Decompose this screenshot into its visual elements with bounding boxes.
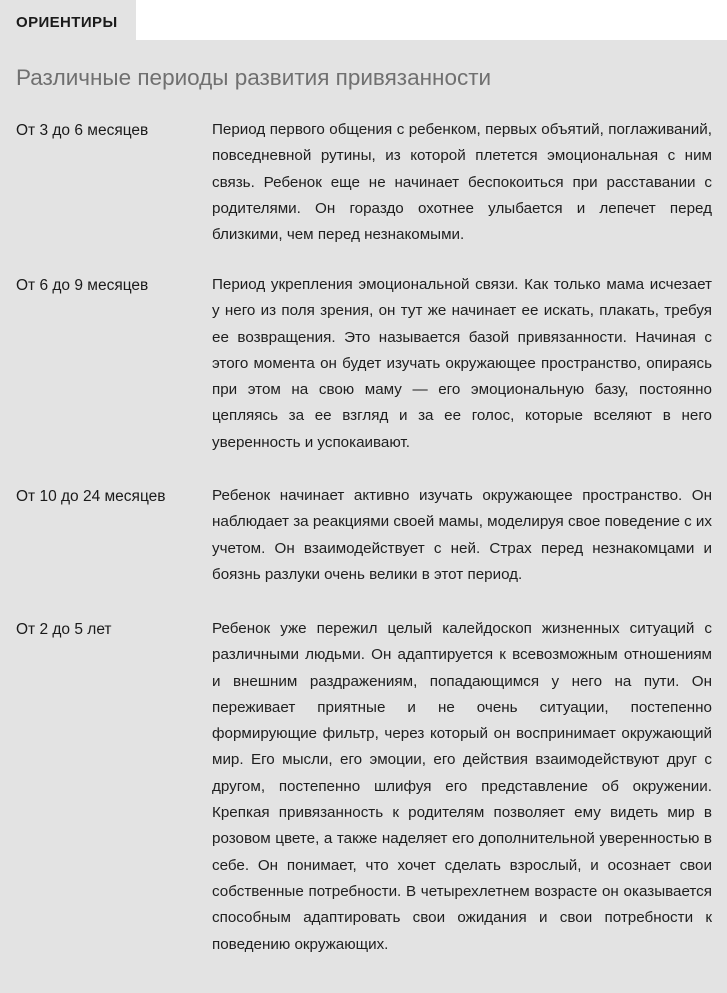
section-tab <box>0 0 136 40</box>
section-tab-label: ОРИЕНТИРЫ <box>16 14 118 31</box>
period-label: От 10 до 24 месяцев <box>16 488 166 505</box>
period-label: От 2 до 5 лет <box>16 621 112 638</box>
period-label: От 6 до 9 месяцев <box>16 277 149 294</box>
page-title: Различные периоды развития привязанности <box>16 65 492 90</box>
period-description: Период первого общения с ребенком, первых объятий, поглаживаний, повседневной рутины, из которой плетется эмоциональная с ним связь. Ребенок еще не начинает беспокоиться при расставании с родителями. Он гораздо охотнее улыбается и лепечет перед близкими, чем перед незнакомыми. <box>212 121 712 244</box>
period-label: От 3 до 6 месяцев <box>16 122 149 139</box>
period-description: Ребенок уже пережил целый калейдоскоп жизненных ситуаций с различными людьми. Он адаптируется к всевозможным отношениям и внешним раздражениям, попадающимся у него на пути. Он переживает приятные и не очень ситуации, постепенно формирующие фильтр, через который он воспринимает окружающий мир. Его мысли, его эмоции, его действия взаимодействуют друг с другом, постепенно шлифуя его представление об окружении. Крепкая привязанность к родителям позволяет ему видеть мир в розовом цвете, а также наделяет его дополнительной уверенностью в себе. Он понимает, что хочет сделать взрослый, и осознает свои собственные потребности. В четырехлетнем возрасте он оказывается способным адаптировать свои ожидания и свои потребности к поведению окружающих. <box>212 620 712 953</box>
period-description: Ребенок начинает активно изучать окружающее пространство. Он наблюдает за реакциями своей мамы, моделируя свое поведение с их учетом. Он взаимодействует с ней. Страх перед незнакомцами и боязнь разлуки очень велики в этот период. <box>212 487 712 583</box>
period-description: Период укрепления эмоциональной связи. Как только мама исчезает у него из поля зрения, он тут же начинает ее искать, плакать, требуя ее возвращения. Это называется базой привязанности. Начиная с этого момента он будет изучать окружающее пространство, опираясь при этом на свою маму — его эмоциональную базу, постоянно цепляясь за ее взгляд и за ее голос, которые вселяют в него уверенность и успокаивают. <box>212 276 712 451</box>
